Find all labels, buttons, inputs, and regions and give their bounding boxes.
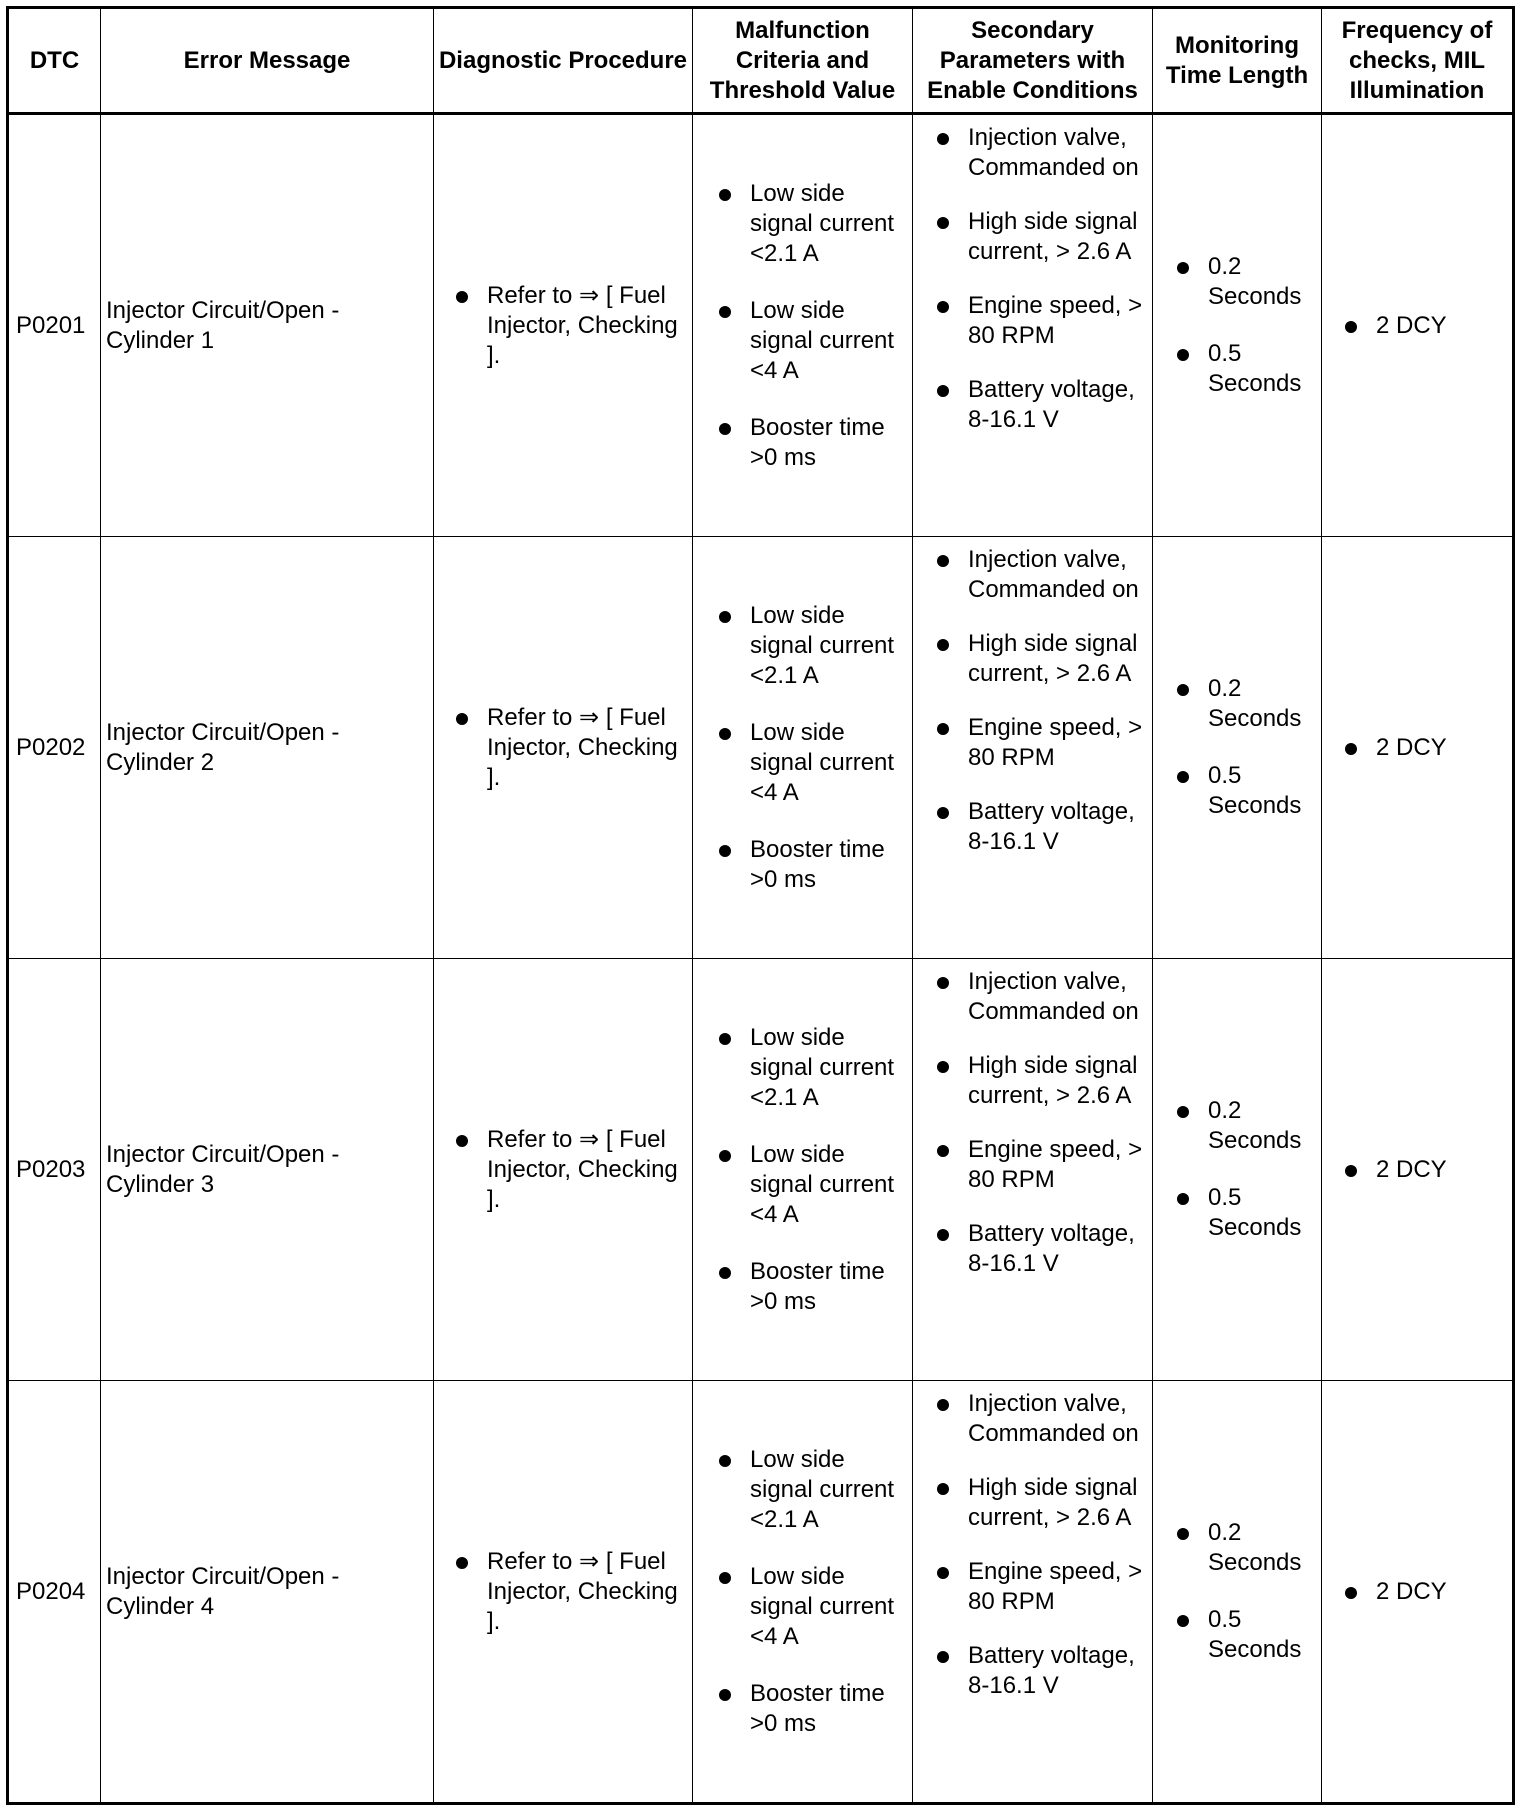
bullet-icon [719, 1572, 731, 1584]
secondary-text: Engine speed, > 80 RPM [968, 1558, 1143, 1615]
header-error-message: Error Message [101, 8, 434, 114]
bullet-icon [719, 1033, 731, 1045]
dtc-code: P0202 [8, 537, 101, 959]
bullet-icon [719, 1455, 731, 1467]
criteria-item [717, 1445, 906, 1535]
criteria-item [717, 1562, 906, 1652]
secondary-item [935, 1557, 1148, 1617]
criteria-list [717, 601, 906, 895]
secondary-item [935, 1135, 1148, 1195]
secondary-text: Battery voltage, 8-16.1 V [968, 1642, 1135, 1699]
monitoring-text: 0.2 Seconds [1208, 253, 1302, 310]
secondary-text: Engine speed, > 80 RPM [968, 292, 1143, 349]
bullet-icon [719, 728, 731, 740]
secondary-text: Injection valve, Commanded on [968, 968, 1139, 1025]
bullet-icon [456, 1135, 468, 1147]
criteria-text: Low side signal current <4 A [750, 1562, 895, 1650]
header-dtc: DTC [8, 8, 101, 114]
frequency-text: 2 DCY [1376, 733, 1447, 761]
header-malfunction-criteria: Malfunction Criteria and Threshold Value [693, 8, 913, 114]
monitoring-item [1175, 339, 1315, 399]
secondary-list [935, 1389, 1148, 1701]
dtc-code: P0203 [8, 959, 101, 1381]
monitoring-item [1175, 1183, 1315, 1243]
frequency-item [1343, 733, 1506, 763]
bullet-icon [937, 133, 949, 145]
diagnostic-procedure-cell [434, 959, 693, 1381]
malfunction-criteria-cell [693, 959, 913, 1381]
error-message: Injector Circuit/Open - Cylinder 4 [101, 1381, 434, 1804]
bullet-icon [937, 1483, 949, 1495]
dtc-code: P0201 [8, 114, 101, 537]
secondary-text: Engine speed, > 80 RPM [968, 1136, 1143, 1193]
frequency-cell [1322, 114, 1514, 537]
monitoring-list [1175, 252, 1315, 399]
bullet-icon [937, 1567, 949, 1579]
frequency-cell [1322, 537, 1514, 959]
bullet-icon [937, 1399, 949, 1411]
monitoring-list [1175, 1518, 1315, 1665]
header-frequency: Frequency of checks, MIL Illumination [1322, 8, 1514, 114]
procedure-text: Refer to ⇒ [ Fuel Injector, Checking ]. [487, 1547, 678, 1635]
criteria-item [717, 413, 906, 473]
monitoring-time-cell [1153, 537, 1322, 959]
criteria-text: Low side signal current <2.1 A [750, 1445, 895, 1533]
criteria-item [717, 835, 906, 895]
bullet-icon [1177, 262, 1189, 274]
bullet-icon [937, 723, 949, 735]
header-row [8, 8, 1514, 114]
frequency-item [1343, 311, 1506, 341]
secondary-item [935, 1641, 1148, 1701]
procedure-list [454, 1547, 682, 1637]
secondary-parameters-cell [913, 959, 1153, 1381]
criteria-item [717, 1257, 906, 1317]
criteria-text: Booster time >0 ms [750, 1257, 885, 1315]
bullet-icon [1345, 1587, 1357, 1599]
procedure-text: Refer to ⇒ [ Fuel Injector, Checking ]. [487, 1125, 678, 1213]
secondary-text: High side signal current, > 2.6 A [968, 630, 1138, 687]
bullet-icon [937, 639, 949, 651]
frequency-list [1343, 311, 1506, 341]
criteria-item [717, 601, 906, 691]
bullet-icon [937, 385, 949, 397]
procedure-item [454, 703, 682, 793]
monitoring-text: 0.2 Seconds [1208, 1519, 1302, 1576]
monitoring-item [1175, 761, 1315, 821]
criteria-text: Low side signal current <2.1 A [750, 1023, 895, 1111]
secondary-text: Engine speed, > 80 RPM [968, 714, 1143, 771]
secondary-item [935, 207, 1148, 267]
criteria-item [717, 296, 906, 386]
bullet-icon [937, 217, 949, 229]
procedure-text: Refer to ⇒ [ Fuel Injector, Checking ]. [487, 703, 678, 791]
secondary-text: High side signal current, > 2.6 A [968, 208, 1138, 265]
error-message: Injector Circuit/Open - Cylinder 3 [101, 959, 434, 1381]
monitoring-list [1175, 674, 1315, 821]
criteria-item [717, 1023, 906, 1113]
bullet-icon [719, 611, 731, 623]
monitoring-time-cell [1153, 114, 1322, 537]
secondary-list [935, 545, 1148, 857]
secondary-item [935, 629, 1148, 689]
criteria-list [717, 1445, 906, 1739]
procedure-list [454, 1125, 682, 1215]
secondary-text: High side signal current, > 2.6 A [968, 1052, 1138, 1109]
table-row [8, 114, 1514, 537]
criteria-text: Booster time >0 ms [750, 835, 885, 893]
criteria-text: Low side signal current <2.1 A [750, 601, 895, 689]
monitoring-item [1175, 252, 1315, 312]
secondary-item [935, 713, 1148, 773]
frequency-item [1343, 1577, 1506, 1607]
secondary-list [935, 123, 1148, 435]
bullet-icon [456, 1557, 468, 1569]
error-message: Injector Circuit/Open - Cylinder 1 [101, 114, 434, 537]
monitoring-text: 0.5 Seconds [1208, 1184, 1302, 1241]
criteria-text: Low side signal current <2.1 A [750, 179, 895, 267]
frequency-cell [1322, 959, 1514, 1381]
secondary-item [935, 375, 1148, 435]
criteria-list [717, 179, 906, 473]
criteria-text: Low side signal current <4 A [750, 1140, 895, 1228]
frequency-text: 2 DCY [1376, 1155, 1447, 1183]
bullet-icon [719, 189, 731, 201]
diagnostic-procedure-cell [434, 537, 693, 959]
procedure-item [454, 1125, 682, 1215]
criteria-list [717, 1023, 906, 1317]
malfunction-criteria-cell [693, 114, 913, 537]
secondary-parameters-cell [913, 1381, 1153, 1804]
monitoring-item [1175, 1096, 1315, 1156]
monitoring-time-cell [1153, 1381, 1322, 1804]
table-row [8, 537, 1514, 959]
bullet-icon [937, 1229, 949, 1241]
criteria-text: Booster time >0 ms [750, 1679, 885, 1737]
procedure-item [454, 1547, 682, 1637]
secondary-item [935, 545, 1148, 605]
secondary-text: High side signal current, > 2.6 A [968, 1474, 1138, 1531]
procedure-list [454, 703, 682, 793]
bullet-icon [1177, 1528, 1189, 1540]
monitoring-text: 0.2 Seconds [1208, 675, 1302, 732]
procedure-list [454, 281, 682, 371]
malfunction-criteria-cell [693, 1381, 913, 1804]
secondary-text: Battery voltage, 8-16.1 V [968, 1220, 1135, 1277]
monitoring-text: 0.5 Seconds [1208, 1606, 1302, 1663]
bullet-icon [937, 977, 949, 989]
monitoring-item [1175, 674, 1315, 734]
criteria-item [717, 718, 906, 808]
bullet-icon [937, 1145, 949, 1157]
secondary-parameters-cell [913, 114, 1153, 537]
bullet-icon [1345, 321, 1357, 333]
diagnostic-procedure-cell [434, 114, 693, 537]
dtc-code: P0204 [8, 1381, 101, 1804]
bullet-icon [719, 1150, 731, 1162]
bullet-icon [1177, 349, 1189, 361]
secondary-item [935, 291, 1148, 351]
monitoring-item [1175, 1518, 1315, 1578]
frequency-list [1343, 1577, 1506, 1607]
bullet-icon [1345, 743, 1357, 755]
bullet-icon [1177, 684, 1189, 696]
monitoring-time-cell [1153, 959, 1322, 1381]
frequency-item [1343, 1155, 1506, 1185]
monitoring-text: 0.2 Seconds [1208, 1097, 1302, 1154]
dtc-table [6, 6, 1515, 1805]
bullet-icon [719, 1689, 731, 1701]
bullet-icon [719, 423, 731, 435]
criteria-text: Low side signal current <4 A [750, 296, 895, 384]
secondary-text: Injection valve, Commanded on [968, 546, 1139, 603]
error-message: Injector Circuit/Open - Cylinder 2 [101, 537, 434, 959]
monitoring-item [1175, 1605, 1315, 1665]
procedure-item [454, 281, 682, 371]
bullet-icon [719, 306, 731, 318]
criteria-item [717, 179, 906, 269]
header-monitoring-time: Monitoring Time Length [1153, 8, 1322, 114]
bullet-icon [937, 555, 949, 567]
diagnostic-procedure-cell [434, 1381, 693, 1804]
bullet-icon [1177, 1193, 1189, 1205]
secondary-item [935, 967, 1148, 1027]
secondary-parameters-cell [913, 537, 1153, 959]
bullet-icon [1345, 1165, 1357, 1177]
frequency-list [1343, 1155, 1506, 1185]
malfunction-criteria-cell [693, 537, 913, 959]
monitoring-text: 0.5 Seconds [1208, 340, 1302, 397]
criteria-text: Booster time >0 ms [750, 413, 885, 471]
bullet-icon [1177, 771, 1189, 783]
monitoring-list [1175, 1096, 1315, 1243]
criteria-text: Low side signal current <4 A [750, 718, 895, 806]
secondary-text: Battery voltage, 8-16.1 V [968, 376, 1135, 433]
secondary-item [935, 797, 1148, 857]
bullet-icon [937, 1061, 949, 1073]
criteria-item [717, 1679, 906, 1739]
table-row [8, 1381, 1514, 1804]
monitoring-text: 0.5 Seconds [1208, 762, 1302, 819]
criteria-item [717, 1140, 906, 1230]
bullet-icon [1177, 1615, 1189, 1627]
frequency-text: 2 DCY [1376, 1577, 1447, 1605]
secondary-item [935, 1051, 1148, 1111]
secondary-list [935, 967, 1148, 1279]
bullet-icon [937, 301, 949, 313]
bullet-icon [937, 807, 949, 819]
frequency-text: 2 DCY [1376, 311, 1447, 339]
bullet-icon [719, 1267, 731, 1279]
bullet-icon [937, 1651, 949, 1663]
secondary-item [935, 123, 1148, 183]
header-secondary-parameters: Secondary Parameters with Enable Conditions [913, 8, 1153, 114]
secondary-item [935, 1473, 1148, 1533]
secondary-text: Injection valve, Commanded on [968, 124, 1139, 181]
bullet-icon [456, 713, 468, 725]
secondary-item [935, 1219, 1148, 1279]
secondary-item [935, 1389, 1148, 1449]
secondary-text: Injection valve, Commanded on [968, 1390, 1139, 1447]
secondary-text: Battery voltage, 8-16.1 V [968, 798, 1135, 855]
bullet-icon [719, 845, 731, 857]
bullet-icon [456, 291, 468, 303]
bullet-icon [1177, 1106, 1189, 1118]
procedure-text: Refer to ⇒ [ Fuel Injector, Checking ]. [487, 281, 678, 369]
table-row [8, 959, 1514, 1381]
header-diagnostic-procedure: Diagnostic Procedure [434, 8, 693, 114]
frequency-list [1343, 733, 1506, 763]
frequency-cell [1322, 1381, 1514, 1804]
